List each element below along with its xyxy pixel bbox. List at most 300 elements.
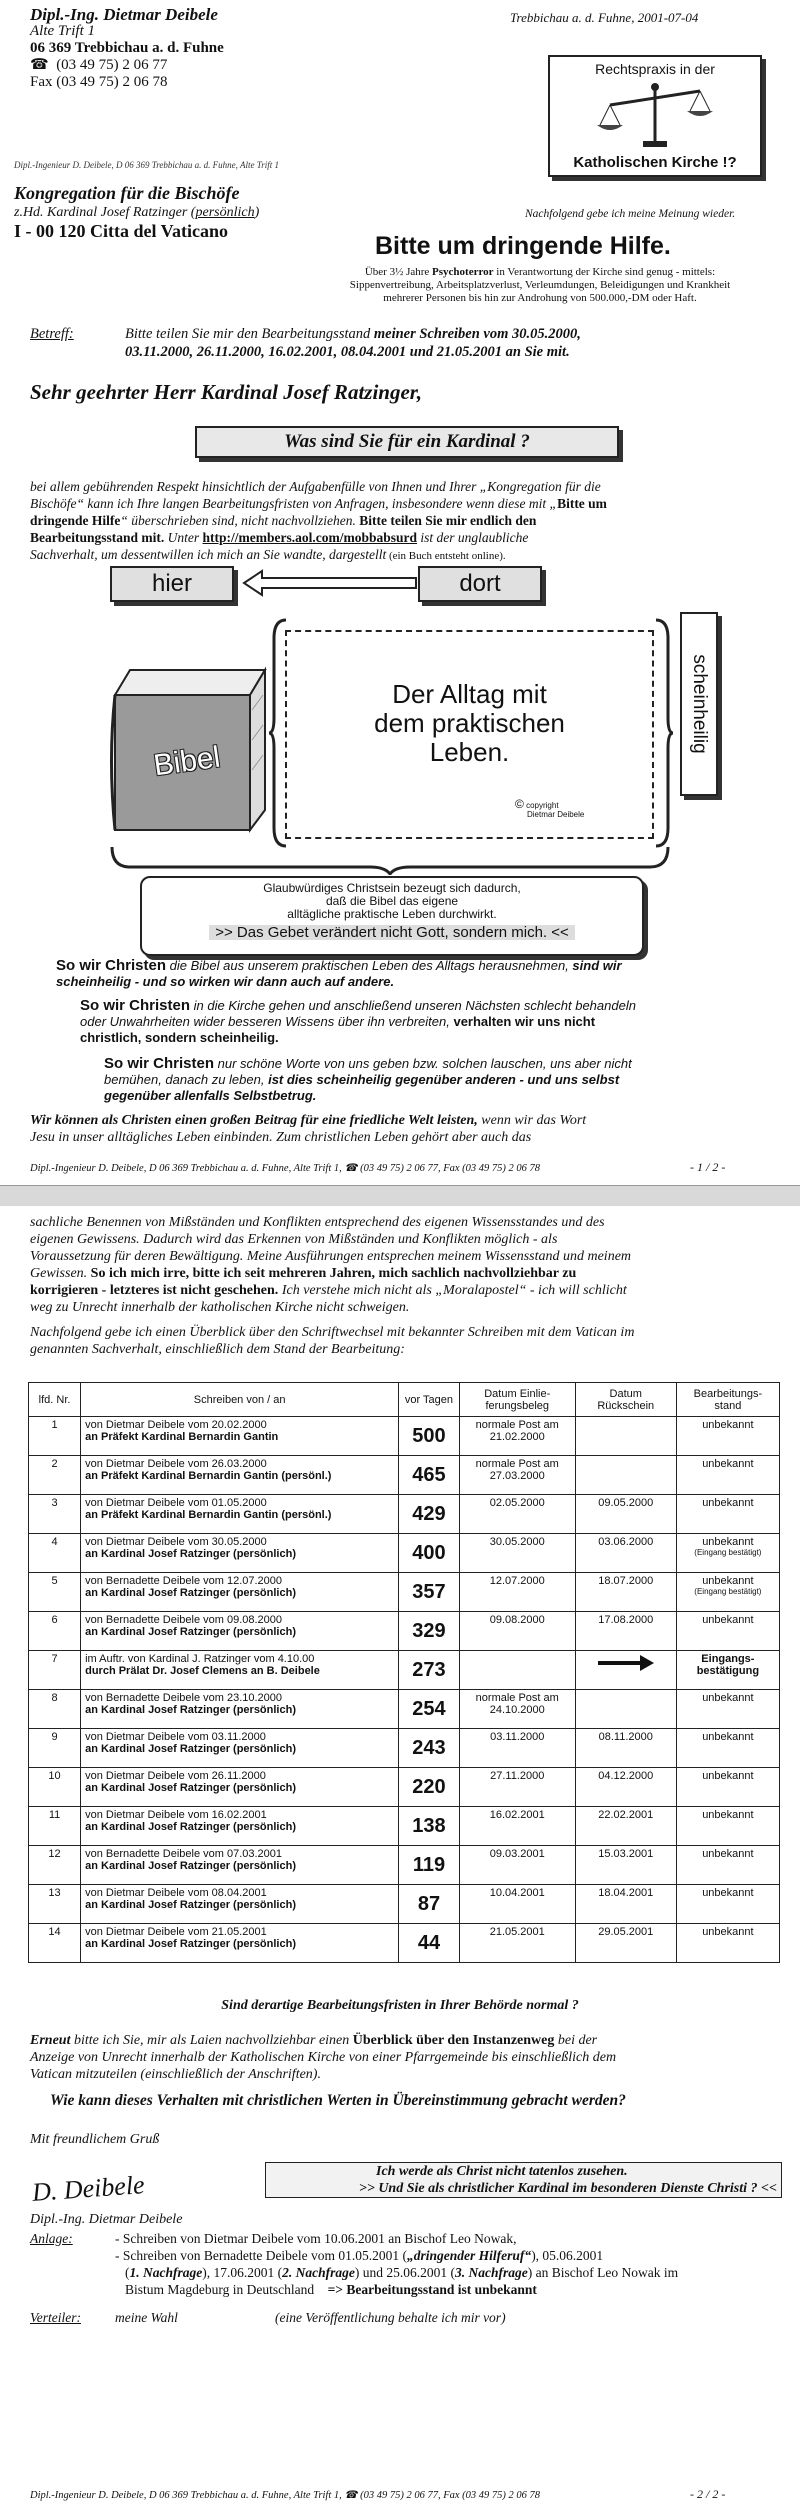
cell-nr: 8: [29, 1690, 81, 1729]
question-christliche-werte: Wie kann dieses Verhalten mit christlichen Werten in Übereinstimmung gebracht werden?: [50, 2092, 626, 2109]
cell-days: 273: [399, 1651, 460, 1690]
cell-stand-text: unbekannt: [702, 1926, 754, 1938]
cell-rueckschein-text: 22.02.2001: [598, 1809, 654, 1821]
copyright: [515, 797, 585, 819]
cell-stand: [676, 1495, 779, 1534]
cell-schreiben: [81, 1690, 399, 1729]
erneut-b1: Erneut: [30, 2033, 71, 2048]
copyright-icon: ©: [515, 797, 524, 811]
anlage-l3-b2: 2. Nachfrage: [282, 2265, 355, 2280]
intro-l4-pre: Gewissen.: [30, 1266, 91, 1281]
table-row: [29, 1417, 780, 1456]
cell-schreiben: [81, 1456, 399, 1495]
cell-days: 500: [399, 1417, 460, 1456]
cell-rueckschein: [575, 1729, 676, 1768]
cell-schreiben-an: an Kardinal Josef Ratzinger (persönlich): [85, 1587, 296, 1599]
cell-schreiben-von: von Dietmar Deibele vom 21.05.2001: [85, 1926, 267, 1938]
cell-stand-text: unbekannt: [702, 1731, 754, 1743]
sender-name: Dipl.-Ing. Dietmar Deibele: [30, 5, 218, 24]
verteiler: [30, 2310, 506, 2326]
sender-phone: (03 49 75) 2 06 77: [56, 57, 168, 73]
christen-2-l2-bold: verhalten wir uns nicht: [453, 1014, 596, 1029]
cell-rueckschein: [575, 1924, 676, 1963]
cell-stand-text: unbekannt: [702, 1848, 754, 1860]
verteiler-label: Verteiler:: [30, 2310, 81, 2325]
cell-stand-text: unbekannt: [702, 1419, 754, 1431]
cell-schreiben: [81, 1807, 399, 1846]
cell-stand-text: unbekannt: [702, 1809, 754, 1821]
correspondence-table: [28, 1382, 780, 1963]
cell-stand-text: unbekannt: [702, 1614, 754, 1626]
recipient-block: [14, 184, 259, 241]
cell-einlieferung: normale Post am 27.03.2000: [459, 1456, 575, 1495]
urgent-sub1-bold: Psychoterror: [432, 266, 494, 278]
cell-schreiben-an: an Präfekt Kardinal Bernardin Gantin (persönl.): [85, 1470, 332, 1482]
erneut-l3: Vatican mitzuteilen (einschließlich der Anschriften).: [30, 2067, 321, 2082]
cell-nr: 4: [29, 1534, 81, 1573]
recipient-line1: Kongregation für die Bischöfe: [14, 183, 240, 203]
cell-stand-text: unbekannt: [702, 1458, 754, 1470]
cell-stand-note: (Eingang bestätigt): [694, 1548, 762, 1557]
cell-schreiben-von: von Dietmar Deibele vom 26.11.2000: [85, 1770, 266, 1782]
anlage-l3-mid1: ), 17.06.2001 (: [202, 2265, 283, 2280]
cell-rueckschein-text: 09.05.2000: [598, 1497, 654, 1509]
anlage-label: Anlage:: [30, 2231, 73, 2246]
cell-stand: [676, 1612, 779, 1651]
page-1: [0, 0, 800, 1185]
kardinal-box-text: Was sind Sie für ein Kardinal ?: [284, 431, 530, 452]
anlage-l3-mid2: ) und 25.06.2001 (: [354, 2265, 455, 2280]
copyright-l2: Dietmar Deibele: [527, 810, 585, 819]
logo-rechtspraxis: [548, 55, 762, 177]
phone-icon: ☎: [344, 1163, 358, 1174]
cell-schreiben-von: von Bernadette Deibele vom 12.07.2000: [85, 1575, 283, 1587]
anlage-l1: - Schreiben von Dietmar Deibele vom 10.06.2001 an Bischof Leo Nowak,: [115, 2231, 517, 2246]
para1-l5: Sachverhalt, um dessentwillen ich mich an Sie wandte, dargestellt: [30, 547, 387, 562]
cell-nr: 2: [29, 1456, 81, 1495]
cell-stand: [676, 1534, 779, 1573]
cell-schreiben: [81, 1612, 399, 1651]
cell-nr: 5: [29, 1573, 81, 1612]
cell-einlieferung: 09.03.2001: [459, 1846, 575, 1885]
cell-stand-text: unbekannt: [702, 1692, 754, 1704]
intro-paragraph: [30, 1214, 790, 1358]
cell-days: 329: [399, 1612, 460, 1651]
copyright-l1: copyright: [526, 801, 559, 810]
table-row: [29, 1885, 780, 1924]
page-separator: [0, 1185, 800, 1207]
sender-fax: Fax (03 49 75) 2 06 78: [30, 74, 168, 90]
anlage-l4-bold: Bearbeitungsstand ist unbekannt: [346, 2282, 537, 2297]
cell-rueckschein: [575, 1768, 676, 1807]
cell-stand-text: unbekannt: [702, 1575, 754, 1587]
cell-schreiben-an: an Kardinal Josef Ratzinger (persönlich): [85, 1938, 296, 1950]
anlage-l3-post: ) an Bischof Leo Nowak im: [527, 2265, 679, 2280]
signature: D. Deibele: [31, 2170, 146, 2207]
para1-l3-post: “ überschrieben sind, nicht nachvollziehen.: [120, 513, 360, 528]
table-row: [29, 1573, 780, 1612]
cell-schreiben-an: an Präfekt Kardinal Bernardin Gantin: [85, 1431, 279, 1443]
para1-l2-pre: Bischöfe“ kann ich Ihre langen Bearbeitungsfristen von Anfragen, insbesondere wenn diese mit „: [30, 496, 558, 511]
cell-nr: 1: [29, 1417, 81, 1456]
cell-rueckschein: [575, 1495, 676, 1534]
cell-stand: [676, 1729, 779, 1768]
th-einlieferung: Datum Einlie- ferungsbeleg: [459, 1383, 575, 1417]
phone-icon: ☎: [344, 2490, 358, 2501]
para1-l4-mid: Unter: [164, 530, 203, 545]
table-row: [29, 1690, 780, 1729]
erneut-mid: bitte ich Sie, mir als Laien nachvollziehbar einen: [70, 2033, 353, 2048]
th-stand: Bearbeitungs- stand: [676, 1383, 779, 1417]
cell-rueckschein-text: 18.07.2000: [598, 1575, 654, 1587]
footer-contact: (03 49 75) 2 06 77, Fax (03 49 75) 2 06 78: [360, 1163, 541, 1174]
cell-schreiben-an: an Kardinal Josef Ratzinger (persönlich): [85, 1782, 296, 1794]
anlage-l2-pre: - Schreiben von Bernadette Deibele vom 01.05.2001 (: [115, 2248, 408, 2263]
table-header-row: [29, 1383, 780, 1417]
bracket-right: [654, 618, 674, 848]
cell-schreiben-von: von Dietmar Deibele vom 30.05.2000: [85, 1536, 267, 1548]
anlage-l3-pre: (: [125, 2265, 130, 2280]
cell-schreiben: [81, 1768, 399, 1807]
cell-rueckschein-text: 08.11.2000: [598, 1731, 653, 1743]
intro-l5-post: Ich verstehe mich nicht als „Moralapostel“ - ich will schlicht: [278, 1283, 627, 1298]
glaubwuerdig-l4: >> Das Gebet verändert nicht Gott, sondern mich. <<: [209, 925, 575, 940]
cell-schreiben: [81, 1495, 399, 1534]
cell-einlieferung: 16.02.2001: [459, 1807, 575, 1846]
cell-stand-text: unbekannt: [702, 1887, 754, 1899]
cell-schreiben-von: von Dietmar Deibele vom 08.04.2001: [85, 1887, 267, 1899]
cell-rueckschein-text: 04.12.2000: [598, 1770, 654, 1782]
page-number-1: - 1 / 2 -: [690, 1160, 726, 1174]
closing-l1-post: wenn wir das Wort: [477, 1113, 587, 1128]
cell-schreiben-an: an Kardinal Josef Ratzinger (persönlich): [85, 1899, 296, 1911]
sender-city: 06 369 Trebbichau a. d. Fuhne: [30, 40, 224, 56]
cell-rueckschein-text: 03.06.2000: [598, 1536, 654, 1548]
phone-icon: ☎: [30, 57, 49, 73]
alltag-line2: dem praktischen: [374, 708, 565, 738]
christen-3-l3: gegenüber allenfalls Selbstbetrug.: [104, 1088, 317, 1103]
glaubwuerdig-box: [140, 876, 644, 956]
cell-schreiben: [81, 1885, 399, 1924]
alltag-line1: Der Alltag mit: [392, 679, 547, 709]
para1-l1: bei allem gebührenden Respekt hinsichtlich der Aufgabenfülle von Ihnen und Ihrer „Kongregation für die: [30, 479, 601, 494]
cell-einlieferung: [459, 1651, 575, 1690]
overview-l1: Nachfolgend gebe ich einen Überblick über den Schriftwechsel mit bekannter Schreiben mit dem Vatican im: [30, 1325, 635, 1340]
cell-days: 44: [399, 1924, 460, 1963]
place-date: Trebbichau a. d. Fuhne, 2001-07-04: [510, 10, 699, 25]
cell-rueckschein: [575, 1534, 676, 1573]
closing-l2: Jesu in unser alltägliches Leben einbinden. Zum christlichen Leben gehört aber auch das: [30, 1130, 532, 1145]
cell-schreiben: [81, 1573, 399, 1612]
cell-stand: [676, 1573, 779, 1612]
intro-l2: eigenen Gewissens. Dadurch wird das Erkennen von Mißständen und Konflikten möglich - als: [30, 1232, 558, 1247]
footer-page2: [30, 2489, 540, 2501]
cell-schreiben-an: an Präfekt Kardinal Bernardin Gantin (persönl.): [85, 1509, 332, 1521]
christen-2: [80, 998, 780, 1046]
betreff-label: Betreff:: [30, 326, 74, 342]
th-tage: vor Tagen: [399, 1383, 460, 1417]
return-line: Dipl.-Ingenieur D. Deibele, D 06 369 Trebbichau a. d. Fuhne, Alte Trift 1: [14, 160, 279, 170]
mobbabsurd-link[interactable]: http://members.aol.com/mobbabsurd: [202, 530, 418, 545]
bracket-left: [268, 618, 288, 848]
logo-bottom-text: Katholischen Kirche !?: [573, 154, 737, 171]
christen-2-lead: So wir Christen: [80, 997, 191, 1014]
cell-schreiben-von: von Dietmar Deibele vom 20.02.2000: [85, 1419, 267, 1431]
cell-stand-text: Eingangs- bestätigung: [696, 1653, 760, 1677]
cell-schreiben-von: von Bernadette Deibele vom 07.03.2001: [85, 1848, 283, 1860]
cell-rueckschein: [575, 1573, 676, 1612]
table-row: [29, 1534, 780, 1573]
para1-l4-bold: Bearbeitungsstand mit.: [30, 530, 165, 545]
christen-3: [104, 1056, 784, 1104]
arrow-left-icon: [240, 568, 420, 598]
cell-days: 87: [399, 1885, 460, 1924]
cell-days: 138: [399, 1807, 460, 1846]
cell-stand: [676, 1924, 779, 1963]
cell-nr: 7: [29, 1651, 81, 1690]
footer2-contact: (03 49 75) 2 06 77, Fax (03 49 75) 2 06 78: [360, 2490, 541, 2501]
cell-days: 400: [399, 1534, 460, 1573]
erneut-l2: Anzeige von Unrecht innerhalb der Katholischen Kirche von einer Pfarrgemeinde bis einschließlich dem: [30, 2050, 617, 2065]
intro-l6: weg zu Unrecht innerhalb der katholischen Kirche nicht schweigen.: [30, 1300, 410, 1315]
cell-rueckschein: [575, 1612, 676, 1651]
recipient-line3: I - 00 120 Citta del Vaticano: [14, 221, 229, 241]
urgent-sub2: Sippenvertreibung, Arbeitsplatzverlust, Verleumdungen, Beleidigungen und Krankheit: [349, 279, 731, 291]
cell-schreiben-an: an Kardinal Josef Ratzinger (persönlich): [85, 1548, 296, 1560]
table-row: [29, 1456, 780, 1495]
intro-l5-bold: korrigieren - letzteres ist nicht geschehen.: [30, 1283, 279, 1298]
christen-2-l3: christlich, sondern scheinheilig.: [80, 1030, 279, 1045]
christen-1-lead: So wir Christen: [56, 957, 167, 974]
scheinheilig-box: [680, 612, 718, 796]
para1-l2-bold: Bitte um: [557, 496, 607, 511]
betreff-bold: meiner Schreiben vom 30.05.2000,: [373, 326, 581, 342]
glaubwuerdig-l3: alltägliche praktische Leben durchwirkt.: [287, 907, 497, 921]
christen-1: [56, 958, 776, 990]
anlage-l2-bi: „dringender Hilferuf“: [407, 2248, 532, 2263]
cell-nr: 13: [29, 1885, 81, 1924]
gruss: Mit freundlichem Gruß: [30, 2132, 160, 2147]
verteiler-note: (eine Veröffentlichung behalte ich mir vor): [275, 2310, 506, 2325]
cell-rueckschein: [575, 1417, 676, 1456]
sig-name: Dipl.-Ing. Dietmar Deibele: [30, 2212, 183, 2227]
cell-stand-text: unbekannt: [702, 1536, 754, 1548]
recipient-line2-suffix: ): [254, 205, 260, 220]
erneut-b2: Überblick über den Instanzenweg: [352, 2033, 555, 2048]
alltag-line3: Leben.: [429, 737, 510, 767]
hier-box: hier: [110, 566, 234, 602]
cell-schreiben-an: an Kardinal Josef Ratzinger (persönlich): [85, 1860, 296, 1872]
cell-schreiben-von: von Bernadette Deibele vom 23.10.2000: [85, 1692, 283, 1704]
table-question: Sind derartige Bearbeitungsfristen in Ihrer Behörde normal ?: [221, 1998, 579, 2013]
page-number-2: - 2 / 2 -: [690, 2487, 726, 2501]
cell-schreiben: [81, 1417, 399, 1456]
intro-l3: Voraussetzung für deren Bewältigung. Meine Ausführungen entsprechen meinem Wissensstand und meinem: [30, 1249, 632, 1264]
christ-l2: >> Und Sie als christlicher Kardinal im besonderen Dienste Christi ? <<: [358, 2181, 777, 2196]
cell-rueckschein-text: 29.05.2001: [598, 1926, 654, 1938]
footer2-address: Dipl.-Ingenieur D. Deibele, D 06 369 Trebbichau a. d. Fuhne, Alte Trift 1,: [30, 2490, 342, 2501]
cell-schreiben-an: an Kardinal Josef Ratzinger (persönlich): [85, 1743, 296, 1755]
cell-schreiben: [81, 1729, 399, 1768]
cell-rueckschein-text: 15.03.2001: [598, 1848, 654, 1860]
christen-3-normal: nur schöne Worte von uns geben bzw. solchen lauschen, uns aber nicht: [214, 1056, 632, 1071]
christen-3-l2-normal: bemühen, danach zu leben,: [104, 1072, 269, 1087]
christen-1-bold: sind wir: [572, 958, 622, 973]
cell-schreiben-von: von Bernadette Deibele vom 09.08.2000: [85, 1614, 283, 1626]
cell-einlieferung: 10.04.2001: [459, 1885, 575, 1924]
cell-schreiben: [81, 1651, 399, 1690]
intro-l1: sachliche Benennen von Mißständen und Konflikten entsprechend des eigenen Wissensstandes und des: [30, 1215, 605, 1230]
cell-days: 119: [399, 1846, 460, 1885]
sender-block: [30, 6, 224, 91]
cell-schreiben-an: an Kardinal Josef Ratzinger (persönlich): [85, 1821, 296, 1833]
scales-icon: [595, 79, 715, 149]
cell-schreiben: [81, 1924, 399, 1963]
cell-stand: [676, 1417, 779, 1456]
diagram-bottom-curve: [110, 845, 670, 875]
anlage-l3-b3: 3. Nachfrage: [455, 2265, 528, 2280]
cell-einlieferung: 03.11.2000: [459, 1729, 575, 1768]
cell-rueckschein-text: 18.04.2001: [598, 1887, 654, 1899]
closing-paragraph: [30, 1112, 790, 1146]
christen-3-lead: So wir Christen: [104, 1055, 215, 1072]
cell-days: 465: [399, 1456, 460, 1495]
christen-2-normal: in die Kirche gehen und anschließend unseren Nächsten schlecht behandeln: [190, 998, 636, 1013]
cell-stand: [676, 1651, 779, 1690]
cell-rueckschein: [575, 1885, 676, 1924]
recipient-line2: z.Hd. Kardinal Josef Ratzinger (: [14, 205, 196, 220]
cell-stand: [676, 1768, 779, 1807]
kardinal-box: [195, 426, 619, 458]
anlage-block: [30, 2230, 790, 2298]
urgent-sub3: mehrerer Personen bis hin zur Androhung von 500.000,-DM oder Haft.: [383, 292, 697, 304]
christ-l1: Ich werde als Christ nicht tatenlos zusehen.: [376, 2164, 628, 2179]
cell-nr: 9: [29, 1729, 81, 1768]
cell-stand-note: (Eingang bestätigt): [694, 1587, 762, 1596]
cell-rueckschein: [575, 1690, 676, 1729]
cell-schreiben-an: durch Prälat Dr. Josef Clemens an B. Deibele: [85, 1665, 320, 1677]
th-rueckschein: Datum Rückschein: [575, 1383, 676, 1417]
paragraph-1: [30, 478, 790, 565]
cell-schreiben-von: von Dietmar Deibele vom 03.11.2000: [85, 1731, 266, 1743]
urgent-sub1-post: in Verantwortung der Kirche sind genug - mittels:: [493, 266, 716, 278]
glaubwuerdig-l2: daß die Bibel das eigene: [325, 894, 459, 908]
cell-stand: [676, 1807, 779, 1846]
table-row: [29, 1846, 780, 1885]
closing-l1-bold: Wir können als Christen einen großen Beitrag für eine friedliche Welt leisten,: [30, 1113, 478, 1128]
cell-stand: [676, 1846, 779, 1885]
salutation: Sehr geehrter Herr Kardinal Josef Ratzinger,: [30, 380, 423, 404]
logo-top-text: Rechtspraxis in der: [595, 61, 715, 77]
cell-nr: 14: [29, 1924, 81, 1963]
para1-l4-post: ist der unglaubliche: [417, 530, 529, 545]
urgent-title: Bitte um dringende Hilfe.: [375, 232, 671, 260]
christen-2-l2-normal: oder Unwahrheiten wider besseren Wissens über ihn verbreiten,: [80, 1014, 454, 1029]
cell-einlieferung: 30.05.2000: [459, 1534, 575, 1573]
erneut-post: bei der: [554, 2033, 598, 2048]
cell-einlieferung: 12.07.2000: [459, 1573, 575, 1612]
footer-page1: [30, 1162, 540, 1174]
cell-einlieferung: normale Post am 24.10.2000: [459, 1690, 575, 1729]
cell-schreiben-an: an Kardinal Josef Ratzinger (persönlich): [85, 1626, 296, 1638]
anlage-l3-b1: 1. Nachfrage: [129, 2265, 203, 2280]
intro-l4-bold: So ich mich irre, bitte ich seit mehreren Jahren, mich sachlich nachvollziehbar zu: [90, 1266, 577, 1281]
table-row: [29, 1612, 780, 1651]
arrow-right-icon: [596, 1653, 656, 1676]
cell-rueckschein: [575, 1651, 676, 1690]
christ-box: [265, 2162, 782, 2198]
cell-einlieferung: 21.05.2001: [459, 1924, 575, 1963]
cell-schreiben-an: an Kardinal Josef Ratzinger (persönlich): [85, 1704, 296, 1716]
cell-days: 254: [399, 1690, 460, 1729]
cell-rueckschein-text: 17.08.2000: [598, 1614, 654, 1626]
cell-days: 243: [399, 1729, 460, 1768]
para1-l3-bold2: Bitte teilen Sie mir endlich den: [359, 513, 537, 528]
cell-schreiben-von: von Dietmar Deibele vom 26.03.2000: [85, 1458, 267, 1470]
cell-stand: [676, 1456, 779, 1495]
cell-schreiben-von: von Dietmar Deibele vom 01.05.2000: [85, 1497, 267, 1509]
cell-rueckschein: [575, 1456, 676, 1495]
page-2: [0, 1206, 800, 2516]
glaubwuerdig-l1: Glaubwürdiges Christsein bezeugt sich dadurch,: [263, 881, 521, 895]
table-row: [29, 1768, 780, 1807]
recipient-persoenlich: persönlich: [195, 205, 255, 220]
cell-stand: [676, 1690, 779, 1729]
cell-nr: 11: [29, 1807, 81, 1846]
table-row: [29, 1924, 780, 1963]
alltag-box: [285, 630, 654, 839]
christen-3-l2-bold: ist dies scheinheilig gegenüber anderen - und uns selbst: [268, 1072, 620, 1087]
table-row: [29, 1729, 780, 1768]
urgent-sub1-pre: Über 3½ Jahre: [364, 266, 433, 278]
cell-nr: 6: [29, 1612, 81, 1651]
cell-nr: 12: [29, 1846, 81, 1885]
betreff-line2: 03.11.2000, 26.11.2000, 16.02.2001, 08.04.2001 und 21.05.2001 an Sie mit.: [125, 344, 570, 360]
anlage-l2-post: ), 05.06.2001: [531, 2248, 604, 2263]
para1-l5-small: (ein Buch entsteht online).: [386, 550, 506, 562]
cell-rueckschein: [575, 1846, 676, 1885]
cell-einlieferung: 09.08.2000: [459, 1612, 575, 1651]
betreff: [30, 325, 581, 361]
cell-nr: 10: [29, 1768, 81, 1807]
nachfolgend-note: Nachfolgend gebe ich meine Meinung wieder.: [525, 208, 736, 220]
overview-l2: genannten Sachverhalt, einschließlich dem Stand der Bearbeitung:: [30, 1342, 405, 1357]
cell-rueckschein: [575, 1807, 676, 1846]
cell-schreiben-von: von Dietmar Deibele vom 16.02.2001: [85, 1809, 267, 1821]
cell-days: 357: [399, 1573, 460, 1612]
table-row: [29, 1651, 780, 1690]
christen-1-l2: scheinheilig - und so wirken wir dann auch auf andere.: [56, 974, 395, 989]
christen-1-normal: die Bibel aus unserem praktischen Leben des Alltags herausnehmen,: [166, 958, 573, 973]
cell-stand-text: unbekannt: [702, 1770, 754, 1782]
urgent-subtitle: [300, 266, 780, 305]
dort-box: dort: [418, 566, 542, 602]
table-row: [29, 1807, 780, 1846]
cell-einlieferung: 02.05.2000: [459, 1495, 575, 1534]
th-schreiben: Schreiben von / an: [81, 1383, 399, 1417]
para1-l3-bold: dringende Hilfe: [30, 513, 121, 528]
sender-street: Alte Trift 1: [30, 23, 96, 39]
erneut-paragraph: [30, 2032, 790, 2083]
betreff-pre: Bitte teilen Sie mir den Bearbeitungsstand: [125, 326, 374, 342]
cell-schreiben: [81, 1534, 399, 1573]
anlage-l4-pre: Bistum Magdeburg in Deutschland: [125, 2282, 315, 2297]
cell-days: 220: [399, 1768, 460, 1807]
footer-address: Dipl.-Ingenieur D. Deibele, D 06 369 Trebbichau a. d. Fuhne, Alte Trift 1,: [30, 1163, 342, 1174]
verteiler-value: meine Wahl: [115, 2310, 178, 2325]
table-row: [29, 1495, 780, 1534]
cell-stand-text: unbekannt: [702, 1497, 754, 1509]
